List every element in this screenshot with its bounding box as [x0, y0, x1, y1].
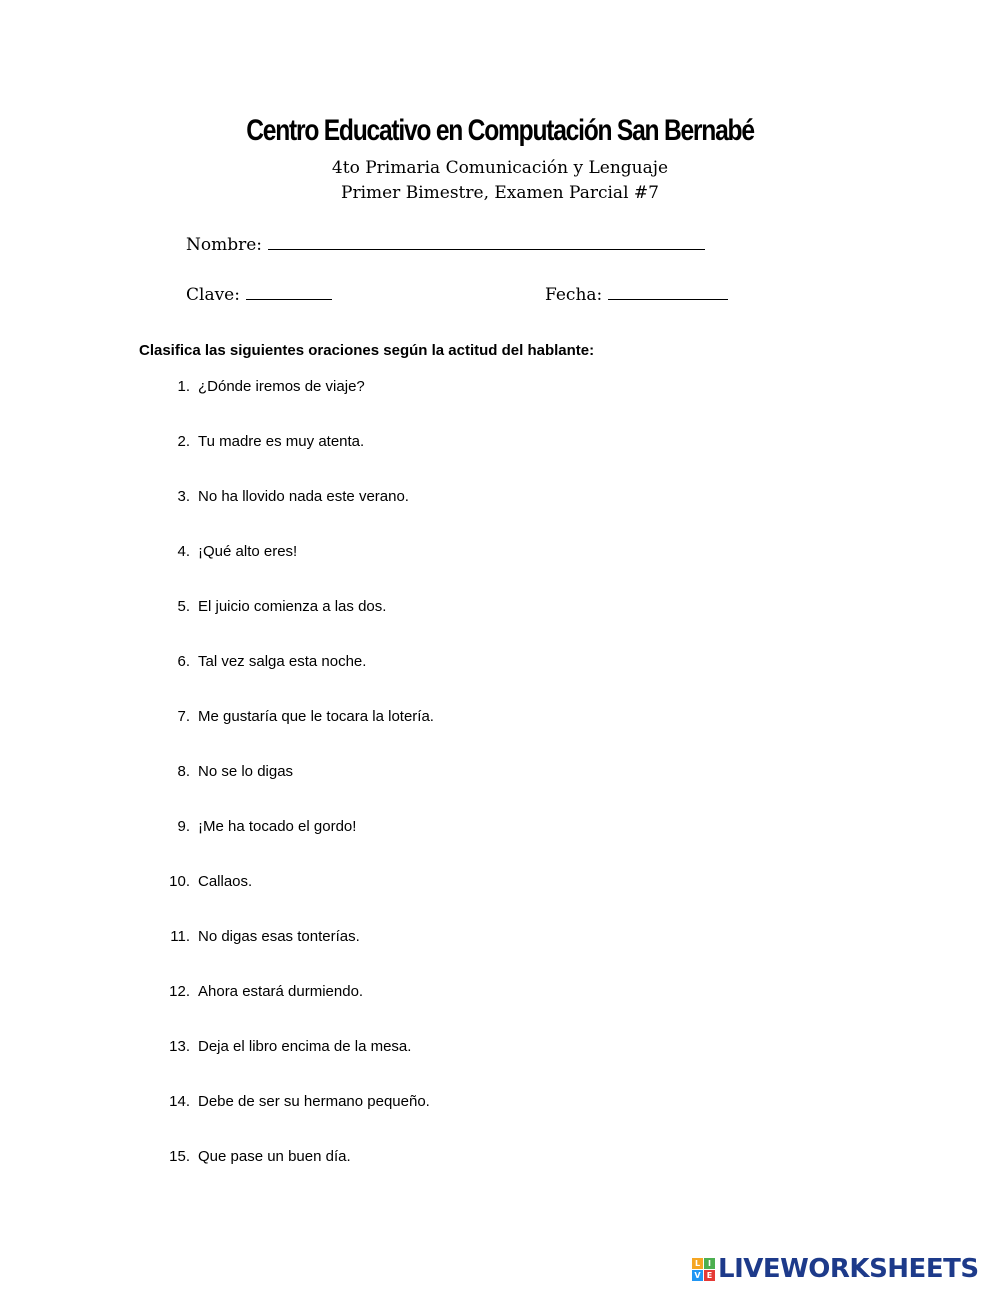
fecha-input-line[interactable] — [608, 283, 728, 300]
school-title: Centro Educativo en Computación San Bernabé — [246, 114, 754, 147]
logo-tile: I — [704, 1258, 715, 1269]
question-number: 3. — [177, 488, 190, 505]
question-item — [160, 763, 434, 818]
question-number: 13. — [169, 1038, 190, 1055]
question-number: 1. — [177, 378, 190, 395]
question-number: 9. — [177, 818, 190, 835]
liveworksheets-brand — [692, 1254, 979, 1284]
course-subtitle: 4to Primaria Comunicación y Lenguaje — [331, 158, 669, 178]
question-number: 5. — [177, 598, 190, 615]
logo-tile: E — [704, 1270, 715, 1281]
question-text: No se lo digas — [198, 763, 294, 780]
nombre-input-line[interactable] — [268, 233, 705, 250]
question-text: El juicio comienza a las dos. — [198, 598, 387, 615]
question-text: Tal vez salga esta noche. — [198, 653, 367, 670]
question-number: 14. — [169, 1093, 190, 1110]
clave-input-line[interactable] — [246, 283, 332, 300]
question-number: 2. — [177, 433, 190, 450]
nombre-field — [186, 233, 705, 255]
question-text: ¿Dónde iremos de viaje? — [198, 378, 365, 395]
exam-subtitle: Primer Bimestre, Examen Parcial #7 — [341, 183, 659, 203]
question-item — [160, 1148, 434, 1203]
question-text: Tu madre es muy atenta. — [198, 433, 365, 450]
question-item — [160, 1038, 434, 1093]
question-number: 6. — [177, 653, 190, 670]
question-text: Deja el libro encima de la mesa. — [198, 1038, 412, 1055]
question-item — [160, 708, 434, 763]
question-number: 7. — [177, 708, 190, 725]
question-text: Me gustaría que le tocara la lotería. — [198, 708, 434, 725]
question-item — [160, 433, 434, 488]
question-item — [160, 1093, 434, 1148]
question-text: ¡Me ha tocado el gordo! — [198, 818, 357, 835]
question-number: 4. — [177, 543, 190, 560]
clave-field — [186, 283, 332, 305]
question-item — [160, 928, 434, 983]
question-text: Callaos. — [198, 873, 253, 890]
question-number: 8. — [177, 763, 190, 780]
brand-wordmark: LIVEWORKSHEETS — [718, 1254, 979, 1284]
question-text: No ha llovido nada este verano. — [198, 488, 409, 505]
logo-tile: L — [692, 1258, 703, 1269]
fecha-field — [545, 283, 728, 305]
nombre-label: Nombre: — [186, 235, 263, 255]
question-text: ¡Qué alto eres! — [198, 543, 298, 560]
question-text: Que pase un buen día. — [198, 1148, 351, 1165]
question-item — [160, 378, 434, 433]
question-number: 12. — [169, 983, 190, 1000]
question-item — [160, 818, 434, 873]
question-item — [160, 543, 434, 598]
question-list — [160, 378, 434, 1203]
fecha-label: Fecha: — [545, 285, 603, 305]
logo-tile: V — [692, 1270, 703, 1281]
question-number: 15. — [169, 1148, 190, 1165]
clave-label: Clave: — [186, 285, 240, 305]
question-item — [160, 488, 434, 543]
question-item — [160, 598, 434, 653]
question-item — [160, 983, 434, 1038]
question-number: 11. — [170, 928, 190, 945]
question-text: No digas esas tonterías. — [198, 928, 360, 945]
question-item — [160, 873, 434, 928]
liveworksheets-logo-icon — [692, 1258, 715, 1281]
question-text: Ahora estará durmiendo. — [198, 983, 364, 1000]
question-item — [160, 653, 434, 708]
question-text: Debe de ser su hermano pequeño. — [198, 1093, 430, 1110]
question-number: 10. — [169, 873, 190, 890]
instructions: Clasifica las siguientes oraciones según la actitud del hablante: — [139, 342, 595, 359]
